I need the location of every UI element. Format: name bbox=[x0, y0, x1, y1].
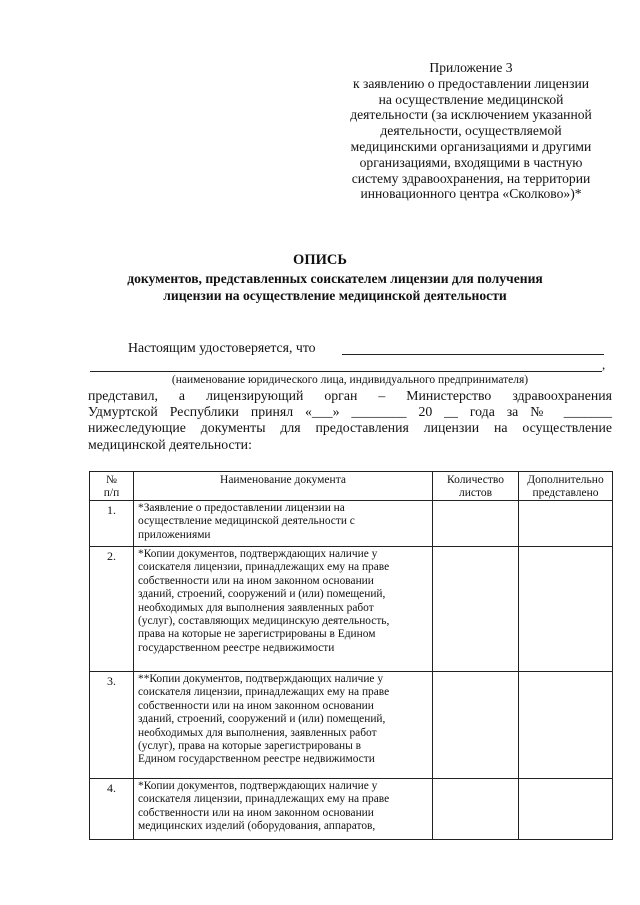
description-line: собственности или на ином законном основании bbox=[138, 806, 374, 819]
description-line: зданий, строений, сооружений и (или) помещений, bbox=[138, 588, 386, 601]
description-line: приложениями bbox=[138, 528, 211, 541]
description-line: (услуг), права на которые зарегистрированы в bbox=[138, 740, 362, 753]
subtitle-line: документов, представленных соискателем лицензии для получения bbox=[127, 271, 543, 286]
appendix-line: инновационного центра «Сколково»)* bbox=[360, 186, 582, 202]
description-line: необходимых для выполнения заявленных работ bbox=[138, 601, 374, 614]
body-line: Удмуртской Республики принял «___» ________ 20 __ года за № _______ bbox=[88, 404, 612, 420]
description-line: осуществление медицинской деятельности с bbox=[138, 515, 355, 528]
row-sheet-count-cell[interactable] bbox=[433, 779, 519, 840]
description-line: собственности или на ином законном основании bbox=[138, 699, 374, 712]
row-number: 3. bbox=[90, 672, 134, 779]
row-extra-cell[interactable] bbox=[519, 779, 613, 840]
certify-text: Настоящим удостоверяется, что bbox=[128, 340, 316, 355]
document-subtitle bbox=[100, 271, 570, 304]
appendix-line: Приложение 3 bbox=[429, 60, 513, 75]
appendix-line: на осуществление медицинской bbox=[378, 91, 564, 107]
header-extra bbox=[519, 472, 613, 501]
row-number: 4. bbox=[90, 779, 134, 840]
row-number: 2. bbox=[90, 547, 134, 672]
description-line: соискателя лицензии, принадлежащих ему на праве bbox=[138, 793, 390, 806]
row-description bbox=[134, 672, 433, 779]
header-count-line: Количество bbox=[447, 474, 504, 486]
header-count-line: листов bbox=[458, 487, 493, 499]
documents-table bbox=[89, 471, 613, 840]
subtitle-line: лицензии на осуществление медицинской деятельности bbox=[163, 287, 507, 303]
applicant-name-field[interactable] bbox=[342, 354, 604, 355]
appendix-line: организациями, входящими в частную bbox=[359, 154, 583, 170]
row-sheet-count-cell[interactable] bbox=[433, 501, 519, 547]
body-line: медицинской деятельности: bbox=[88, 436, 252, 452]
header-num-line: № bbox=[106, 474, 117, 486]
description-line: медицинских изделий (оборудования, аппаратов, bbox=[138, 820, 376, 833]
appendix-block bbox=[330, 60, 612, 202]
row-extra-cell[interactable] bbox=[519, 501, 613, 547]
description-line: **Копии документов, подтверждающих наличие у bbox=[138, 673, 384, 685]
body-line: представил, а лицензирующий орган – Министерство здравоохранения bbox=[88, 388, 612, 403]
comma: , bbox=[602, 357, 606, 372]
header-name: Наименование документа bbox=[134, 472, 433, 501]
description-line: *Заявление о предоставлении лицензии на bbox=[138, 502, 345, 514]
appendix-line: к заявлению о предоставлении лицензии bbox=[352, 75, 589, 91]
appendix-line: систему здравоохранения, на территории bbox=[351, 170, 591, 186]
row-description bbox=[134, 779, 433, 840]
table-header-row bbox=[90, 472, 613, 501]
body-line: нижеследующие документы для предоставления лицензии на осуществление bbox=[88, 420, 612, 436]
description-line: *Копии документов, подтверждающих наличие у bbox=[138, 780, 378, 792]
row-number: 1. bbox=[90, 501, 134, 547]
applicant-name-field-continuation[interactable] bbox=[90, 371, 602, 372]
row-extra-cell[interactable] bbox=[519, 547, 613, 672]
header-extra-line: представлено bbox=[532, 487, 599, 499]
row-sheet-count-cell[interactable] bbox=[433, 547, 519, 672]
description-line: соискателя лицензии, принадлежащих ему на праве bbox=[138, 561, 390, 574]
header-extra-line: Дополнительно bbox=[527, 474, 604, 486]
description-line: Едином государственном реестре недвижимости bbox=[138, 753, 375, 766]
description-line: соискателя лицензии, принадлежащих ему на праве bbox=[138, 686, 390, 699]
header-num-line: п/п bbox=[103, 487, 120, 499]
description-line: государственном реестре недвижимости bbox=[138, 641, 335, 654]
table-row bbox=[90, 547, 613, 672]
table-row bbox=[90, 779, 613, 840]
row-description bbox=[134, 501, 433, 547]
description-line: собственности или на ином законном основании bbox=[138, 574, 374, 587]
appendix-line: деятельности (за исключением указанной bbox=[350, 107, 592, 123]
description-line: (услуг), составляющих медицинскую деятельность, bbox=[138, 615, 390, 628]
body-paragraph bbox=[88, 388, 612, 453]
description-line: права на которые не зарегистрированы в Едином bbox=[138, 628, 376, 641]
row-sheet-count-cell[interactable] bbox=[433, 672, 519, 779]
applicant-caption: (наименование юридического лица, индивидуального предпринимателя) bbox=[171, 374, 529, 386]
header-count bbox=[433, 472, 519, 501]
description-line: *Копии документов, подтверждающих наличие у bbox=[138, 548, 378, 560]
description-line: зданий, строений, сооружений и (или) помещений, bbox=[138, 713, 386, 726]
table-row bbox=[90, 672, 613, 779]
appendix-line: медицинскими организациями и другими bbox=[350, 138, 592, 154]
row-description bbox=[134, 547, 433, 672]
description-line: необходимых для выполнения, заявленных работ bbox=[138, 726, 377, 739]
row-extra-cell[interactable] bbox=[519, 672, 613, 779]
appendix-line: деятельности, осуществляемой bbox=[380, 123, 562, 139]
header-num bbox=[90, 472, 134, 501]
table-row bbox=[90, 501, 613, 547]
document-title: ОПИСЬ bbox=[293, 252, 347, 268]
